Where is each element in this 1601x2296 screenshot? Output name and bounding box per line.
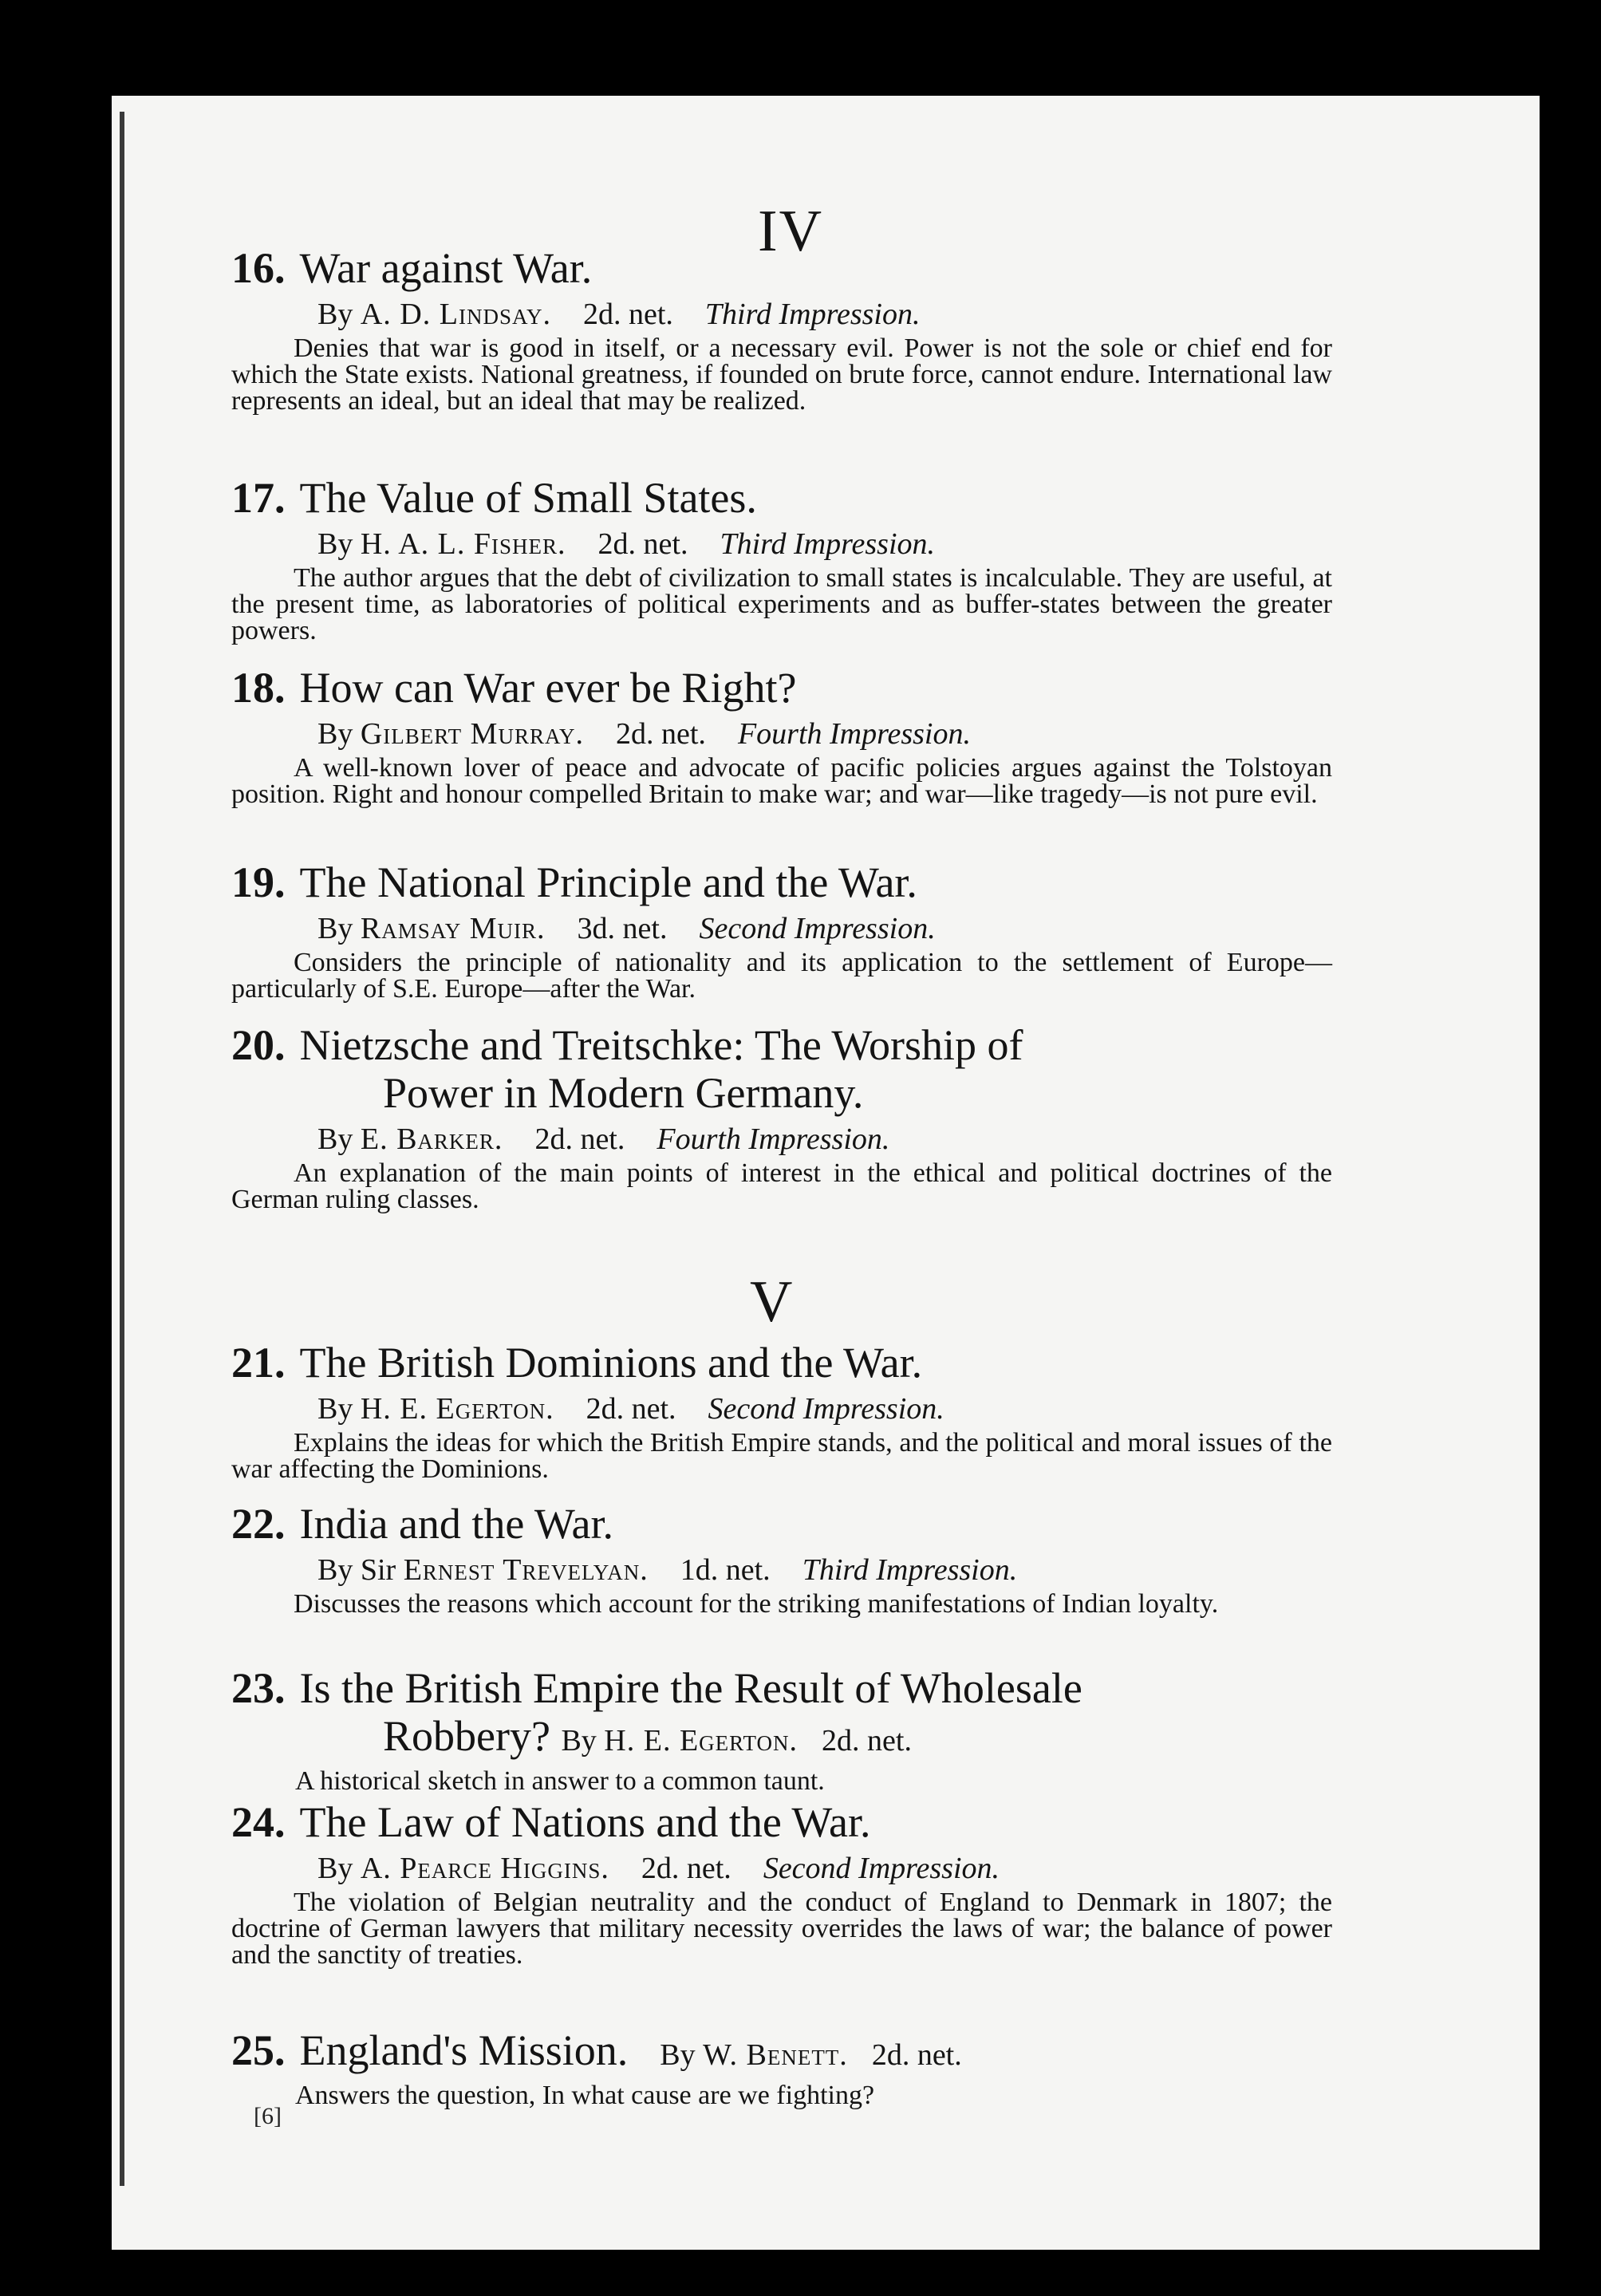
entry-description: The author argues that the debt of civilization to small states is incalculable. They are useful, at the present time, as laboratories of political experiments and as buffer-states between the greater powers.: [231, 563, 1332, 645]
page-number: [6]: [254, 2103, 282, 2129]
section-heading-v: V: [750, 1269, 795, 1335]
entry-description: Denies that war is good in itself, or a necessary evil. Power is not the sole or chief end for which the State exists. National greatness, if founded on brute force, cannot endure. International law represents an ideal, but an ideal that may be realized.: [231, 333, 1332, 416]
entry-impression: Fourth Impression.: [737, 717, 971, 751]
entry-description: A well-known lover of peace and advocate of pacific policies argues against the Tolstoyan position. Right and honour compelled Britain to make war; and war—like tragedy—is not pure evil.: [231, 753, 1332, 809]
entry-22: 22. India and the War. By Sir Ernest Trevelyan. 1d. net. Third Impression. Discusses the reasons which account for the striking manifestations of Indian loyalty.: [231, 1500, 1332, 1617]
entry-description: A historical sketch in answer to a common taunt.: [295, 1766, 825, 1796]
entry-number: 22.: [231, 1500, 286, 1548]
entry-19: 19. The National Principle and the War. By Ramsay Muir. 3d. net. Second Impression. Considers the principle of nationality and its application to the settlement of Europe—particularly of S.E. Europe—after the War.: [231, 858, 1332, 1004]
entry-price: 2d. net.: [586, 1392, 676, 1426]
entry-number: 17.: [231, 474, 286, 522]
entry-18: 18. How can War ever be Right? By Gilbert Murray. 2d. net. Fourth Impression. A well-known lover of peace and advocate of pacific policies argues against the Tolstoyan position. Right and honour compelled Britain to make war; and war—like tragedy—is not pure evil.: [231, 664, 1332, 809]
entry-number: 24.: [231, 1798, 286, 1846]
entry-author: Ernest Trevelyan.: [403, 1553, 649, 1587]
entry-impression: Second Impression.: [708, 1392, 944, 1426]
entry-impression: Third Impression.: [704, 298, 921, 331]
entry-author: Gilbert Murray.: [360, 717, 584, 751]
entry-title: War against War.: [299, 244, 593, 292]
entry-impression: Fourth Impression.: [657, 1122, 890, 1156]
entry-23: 23. Is the British Empire the Result of Wholesale Robbery? By H. E. Egerton. 2d. net. A historical sketch in answer to a common taunt.: [231, 1664, 1332, 1794]
entry-number: 16.: [231, 244, 286, 292]
entry-24: 24. The Law of Nations and the War. By A. Pearce Higgins. 2d. net. Second Impression. The violation of Belgian neutrality and the conduct of England to Denmark in 1807; the doctrine of German lawyers that military necessity overrides the laws of war; the balance of power and the sanctity of treaties.: [231, 1798, 1332, 1970]
entry-author: H. E. Egerton.: [360, 1392, 554, 1426]
entry-author: W. Benett.: [703, 2038, 848, 2072]
entry-price: 2d. net.: [822, 1724, 912, 1758]
entry-price: 3d. net.: [577, 912, 668, 945]
entry-author: Ramsay Muir.: [360, 912, 546, 945]
entry-impression: Third Impression.: [802, 1553, 1018, 1587]
entry-impression: Third Impression.: [720, 527, 935, 561]
entry-price: 2d. net.: [582, 298, 673, 331]
entry-16: 16. War against War. By A. D. Lindsay. 2d. net. Third Impression. Denies that war is good in itself, or a necessary evil. Power is not the sole or chief end for which the State exists. National greatness, if founded on brute force, cannot endure. International law represents an ideal, but an ideal that may be realized.: [231, 244, 1332, 416]
entry-description: An explanation of the main points of interest in the ethical and political doctrines of the German ruling classes.: [231, 1158, 1332, 1214]
entry-author: E. Barker.: [360, 1122, 503, 1156]
entry-17: 17. The Value of Small States. By H. A. L. Fisher. 2d. net. Third Impression. The author argues that the debt of civilization to small states is incalculable. They are useful, at the present time, as laboratories of political experiments and as buffer-states between the greater powers.: [231, 474, 1332, 645]
entry-title: The British Dominions and the War.: [299, 1339, 923, 1387]
entry-title: The National Principle and the War.: [299, 858, 917, 906]
entry-number: 20.: [231, 1021, 286, 1069]
entry-description: Explains the ideas for which the British Empire stands, and the political and moral issues of the war affecting the Dominions.: [231, 1428, 1332, 1484]
entry-20: 20. Nietzsche and Treitschke: The Worship of Power in Modern Germany. By E. Barker. 2d. net. Fourth Impression. An explanation of the main points of interest in the ethical and political doctrines of the German ruling classes.: [231, 1021, 1332, 1214]
entry-title: The Law of Nations and the War.: [299, 1798, 871, 1846]
binding-gutter: [120, 112, 124, 2186]
entry-description: Answers the question, In what cause are we fighting?: [295, 2081, 875, 2110]
entry-number: 19.: [231, 858, 286, 906]
entry-21: 21. The British Dominions and the War. By H. E. Egerton. 2d. net. Second Impression. Explains the ideas for which the British Empire stands, and the political and moral issues of the war affecting the Dominions.: [231, 1339, 1332, 1484]
entry-title: How can War ever be Right?: [299, 664, 797, 712]
entry-title: India and the War.: [299, 1500, 614, 1548]
entry-price: 1d. net.: [680, 1553, 771, 1587]
entry-25: 25. England's Mission. By W. Benett. 2d. net. Answers the question, In what cause are we fighting?: [231, 2026, 1332, 2109]
entry-title: The Value of Small States.: [299, 474, 757, 522]
entry-title: England's Mission.: [299, 2026, 629, 2074]
entry-number: 21.: [231, 1339, 286, 1387]
entry-author: A. D. Lindsay.: [360, 298, 551, 331]
entry-title: Nietzsche and Treitschke: The Worship of: [299, 1021, 1023, 1069]
entry-title: Is the British Empire the Result of Wholesale: [299, 1664, 1082, 1712]
entry-description: The violation of Belgian neutrality and the conduct of England to Denmark in 1807; the doctrine of German lawyers that military necessity overrides the laws of war; the balance of power and the sanctity of treaties.: [231, 1888, 1332, 1970]
section-heading-iv: IV: [758, 199, 824, 264]
entry-impression: Second Impression.: [763, 1852, 1000, 1885]
entry-description: Considers the principle of nationality and its application to the settlement of Europe—particularly of S.E. Europe—after the War.: [231, 948, 1332, 1004]
entry-price: 2d. net.: [534, 1122, 625, 1156]
entry-price: 2d. net.: [616, 717, 706, 751]
entry-price: 2d. net.: [597, 527, 688, 561]
entry-title-continued: Robbery?: [383, 1712, 550, 1760]
entry-price: 2d. net.: [641, 1852, 731, 1885]
entry-author: H. E. Egerton.: [604, 1724, 799, 1758]
entry-number: 25.: [231, 2026, 286, 2074]
entry-impression: Second Impression.: [699, 912, 936, 945]
entry-number: 18.: [231, 664, 286, 712]
entry-price: 2d. net.: [871, 2038, 962, 2072]
entry-author: A. Pearce Higgins.: [360, 1852, 609, 1885]
entry-number: 23.: [231, 1664, 286, 1712]
entry-title-continued: Power in Modern Germany.: [383, 1069, 864, 1117]
entry-description: Discusses the reasons which account for the striking manifestations of Indian loyalty.: [294, 1589, 1219, 1619]
entry-author: H. A. L. Fisher.: [360, 527, 566, 561]
